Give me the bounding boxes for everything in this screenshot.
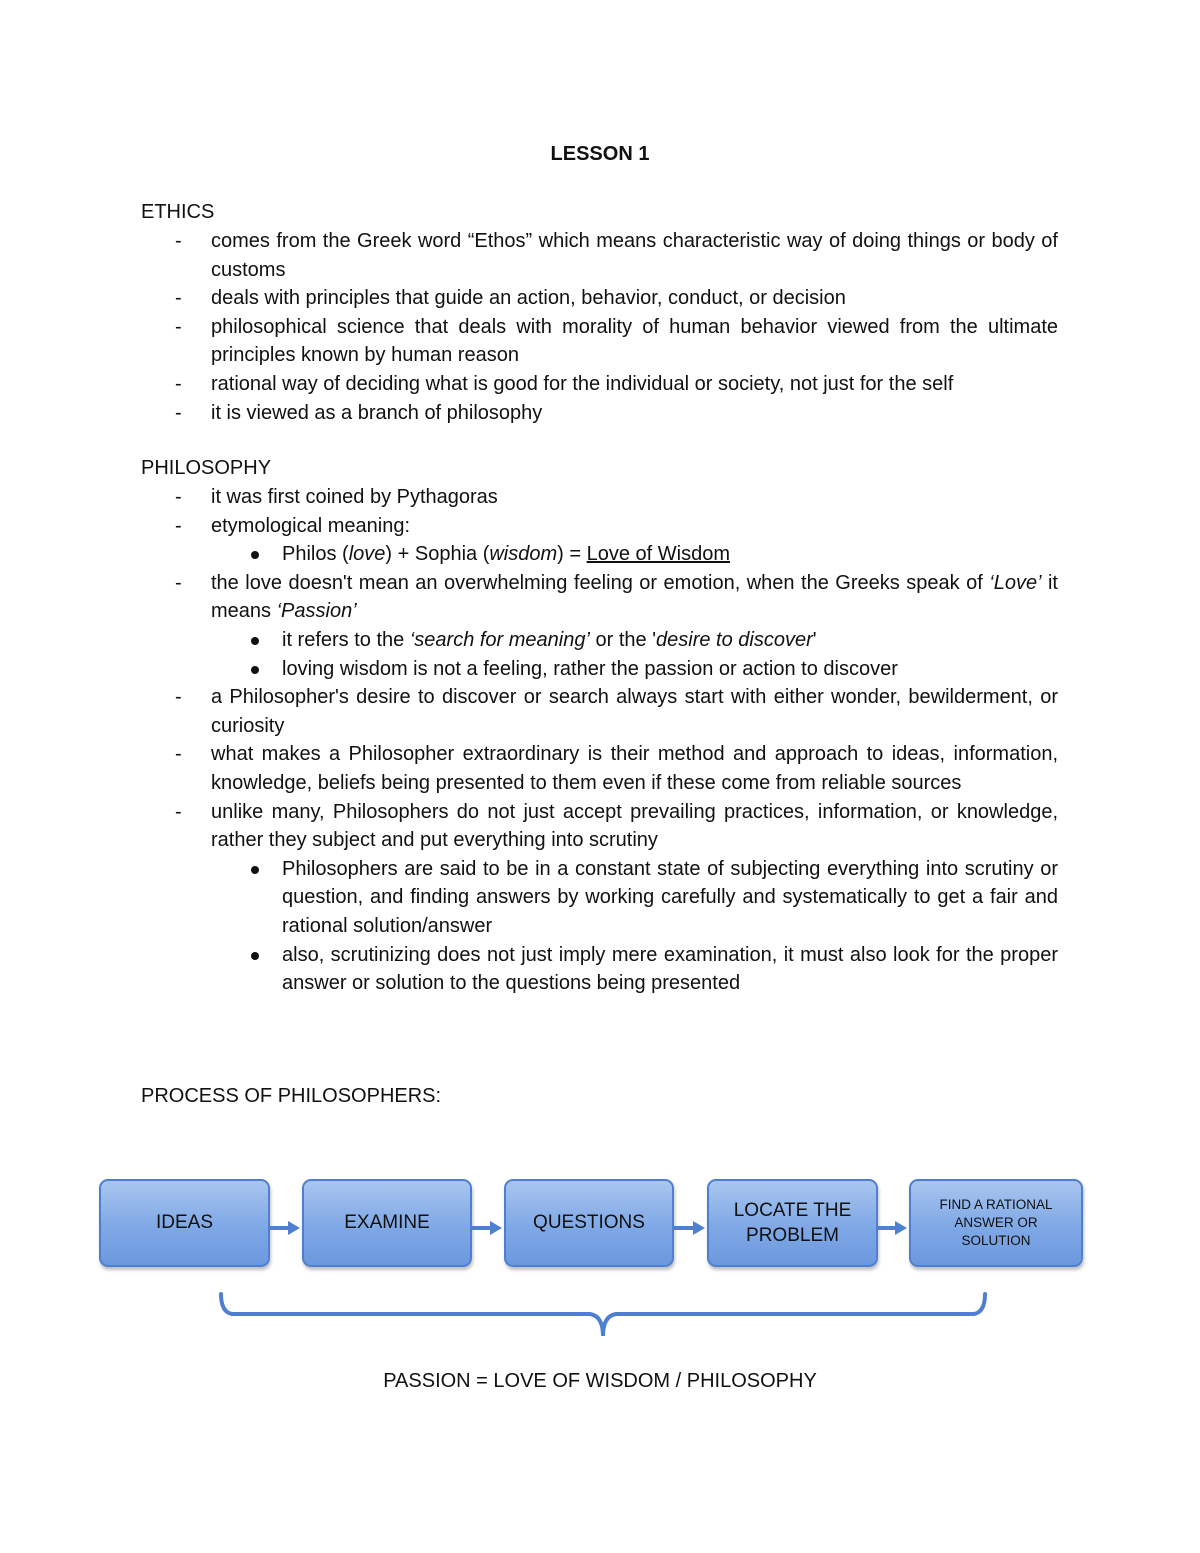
list-item: - a Philosopher's desire to discover or search always start with either wonder, bewilderment, or curiosity xyxy=(175,686,1058,737)
process-heading: PROCESS OF PHILOSOPHERS: xyxy=(141,1085,442,1107)
ethics-list xyxy=(141,227,1058,427)
list-item: - philosophical science that deals with morality of human behavior viewed from the ultimate principles known by human reason xyxy=(175,315,1058,367)
list-item: - comes from the Greek word “Ethos” which means characteristic way of doing things or body of customs xyxy=(175,230,1058,281)
list-item: - deals with principles that guide an action, behavior, conduct, or decision xyxy=(175,287,846,310)
philosophy-list xyxy=(141,483,1058,998)
bullet-icon xyxy=(251,866,259,874)
bullet-icon xyxy=(251,637,259,645)
arrow-right-icon xyxy=(673,1221,705,1235)
list-item: - rational way of deciding what is good for the individual or society, not just for the self xyxy=(175,372,954,395)
list-item: - it is viewed as a branch of philosophy xyxy=(175,401,543,424)
sub-list-item: it refers to the ‘search for meaning’ or the 'desire to discover' xyxy=(141,626,1058,655)
list-item: - etymological meaning: xyxy=(175,514,410,537)
process-flow-diagram xyxy=(0,1170,1200,1280)
flow-step-ideas: IDEAS xyxy=(99,1179,270,1267)
flow-step-find-rational-answer: FIND A RATIONAL ANSWER OR SOLUTION xyxy=(909,1179,1083,1267)
flow-step-questions: QUESTIONS xyxy=(504,1179,674,1267)
list-item: - the love doesn't mean an overwhelming feeling or emotion, when the Greeks speak of ‘Love’ it means ‘Passion’ xyxy=(175,571,1058,623)
sub-list-item: Philosophers are said to be in a constant state of subjecting everything into scrutiny or question, and finding answers by working carefully and systematically to get a fair and rational solution/answer xyxy=(141,855,1058,941)
page-title: LESSON 1 xyxy=(550,143,650,165)
bullet-icon xyxy=(251,551,259,559)
bullet-icon xyxy=(251,952,259,960)
process-summary: PASSION = LOVE OF WISDOM / PHILOSOPHY xyxy=(383,1370,817,1392)
sub-list-item: also, scrutinizing does not just imply mere examination, it must also look for the proper answer or solution to the questions being presented xyxy=(141,941,1058,998)
philosophy-heading: PHILOSOPHY xyxy=(141,457,272,479)
list-item: - it was first coined by Pythagoras xyxy=(175,486,498,508)
sub-list-item: Philos (love) + Sophia (wisdom) = Love of Wisdom xyxy=(141,540,1058,569)
arrow-right-icon xyxy=(471,1221,502,1235)
ethics-heading: ETHICS xyxy=(141,201,215,223)
bullet-icon xyxy=(251,666,259,674)
arrow-right-icon xyxy=(877,1221,907,1235)
list-item: - unlike many, Philosophers do not just accept prevailing practices, information, or knowledge, rather they subject and put everything into scrutiny xyxy=(175,800,1058,852)
sub-list-item: loving wisdom is not a feeling, rather the passion or action to discover xyxy=(141,655,1058,684)
list-item: - what makes a Philosopher extraordinary is their method and approach to ideas, information, knowledge, beliefs being presented to them even if these come from reliable sources xyxy=(175,743,1058,794)
flow-step-examine: EXAMINE xyxy=(302,1179,472,1267)
arrow-right-icon xyxy=(269,1221,300,1235)
flow-step-locate-the-problem: LOCATE THE PROBLEM xyxy=(707,1179,878,1267)
curly-brace-icon xyxy=(0,1286,1200,1356)
